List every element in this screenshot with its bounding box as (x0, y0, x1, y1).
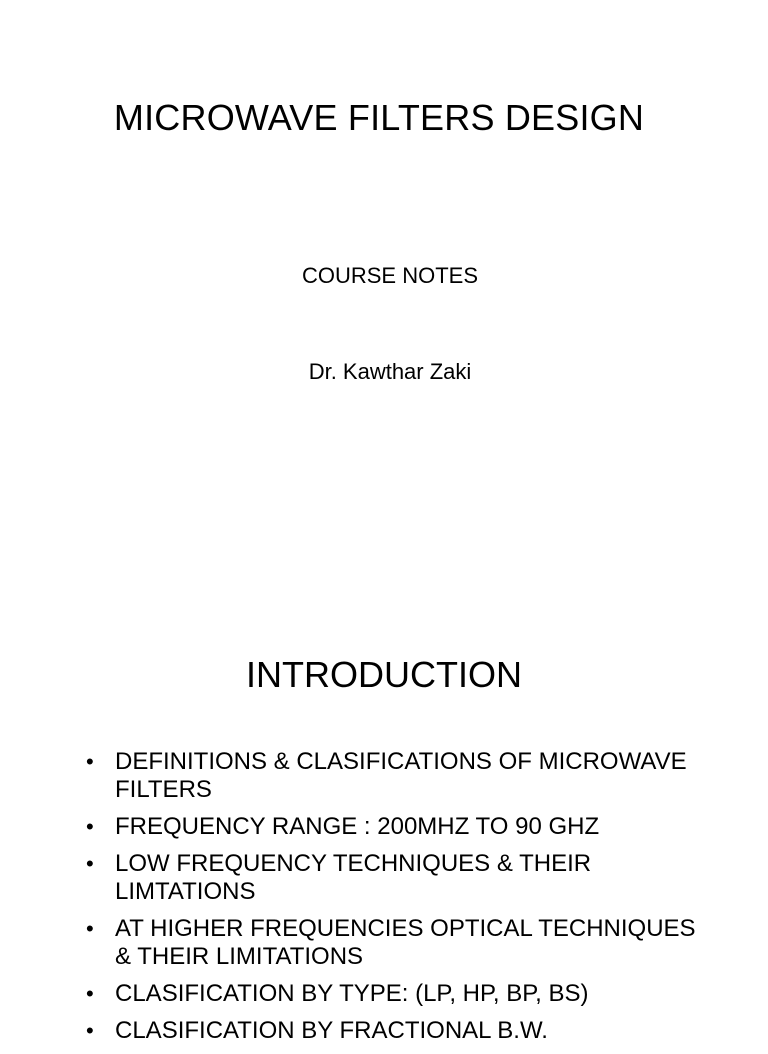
bullet-icon: • (86, 981, 94, 1006)
bullet-text: LOW FREQUENCY TECHNIQUES & THEIR LIMTATIONS (115, 850, 592, 905)
slide-title: MICROWAVE FILTERS DESIGN (113, 97, 645, 138)
introduction-slide (0, 580, 768, 1044)
list-item (86, 915, 706, 971)
list-item (86, 748, 706, 804)
bullet-icon: • (86, 851, 94, 876)
list-item (86, 1017, 706, 1045)
bullet-text: CLASIFICATION BY FRACTIONAL B.W. (115, 1017, 548, 1044)
bullet-icon: • (86, 1018, 94, 1043)
bullet-text: FREQUENCY RANGE : 200MHZ TO 90 GHZ (115, 813, 600, 840)
bullet-icon: • (86, 749, 94, 774)
author-name: Dr. Kawthar Zaki (308, 359, 472, 384)
slide-subtitle: COURSE NOTES (301, 263, 479, 288)
list-item (86, 813, 706, 841)
list-item (86, 980, 706, 1008)
section-title: INTRODUCTION (246, 654, 522, 695)
bullet-list (86, 748, 706, 1054)
list-item (86, 850, 706, 906)
bullet-icon: • (86, 814, 94, 839)
bullet-text: AT HIGHER FREQUENCIES OPTICAL TECHNIQUES & THEIR LIMITATIONS (115, 915, 696, 970)
bullet-text: CLASIFICATION BY TYPE: (LP, HP, BP, BS) (115, 980, 589, 1007)
bullet-icon: • (86, 916, 94, 941)
bullet-text: DEFINITIONS & CLASIFICATIONS OF MICROWAVE FILTERS (115, 748, 687, 803)
